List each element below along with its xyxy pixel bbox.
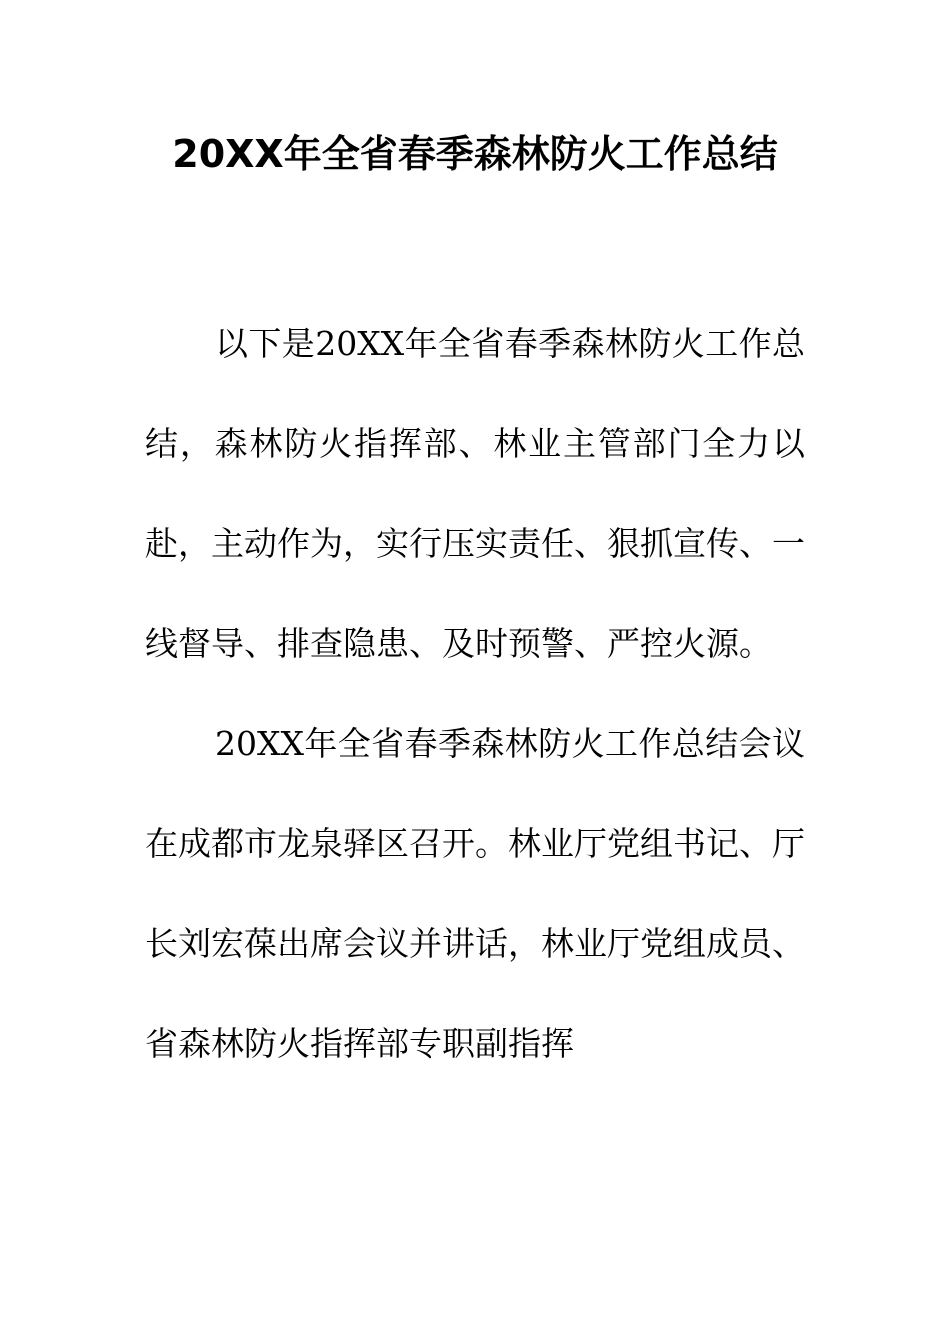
- paragraph-intro: 以下是20XX年全省春季森林防火工作总结，森林防火指挥部、林业主管部门全力以赴，主动作为，实行压实责任、狠抓宣传、一线督导、排查隐患、及时预警、严控火源。: [145, 324, 805, 663]
- document-title: 20XX年全省春季森林防火工作总结: [172, 132, 778, 176]
- document-body: [145, 294, 805, 1094]
- paragraph-meeting: 20XX年全省春季森林防火工作总结会议在成都市龙泉驿区召开。林业厅党组书记、厅长刘宏葆出席会议并讲话，林业厅党组成员、省森林防火指挥部专职副指挥: [145, 724, 805, 1063]
